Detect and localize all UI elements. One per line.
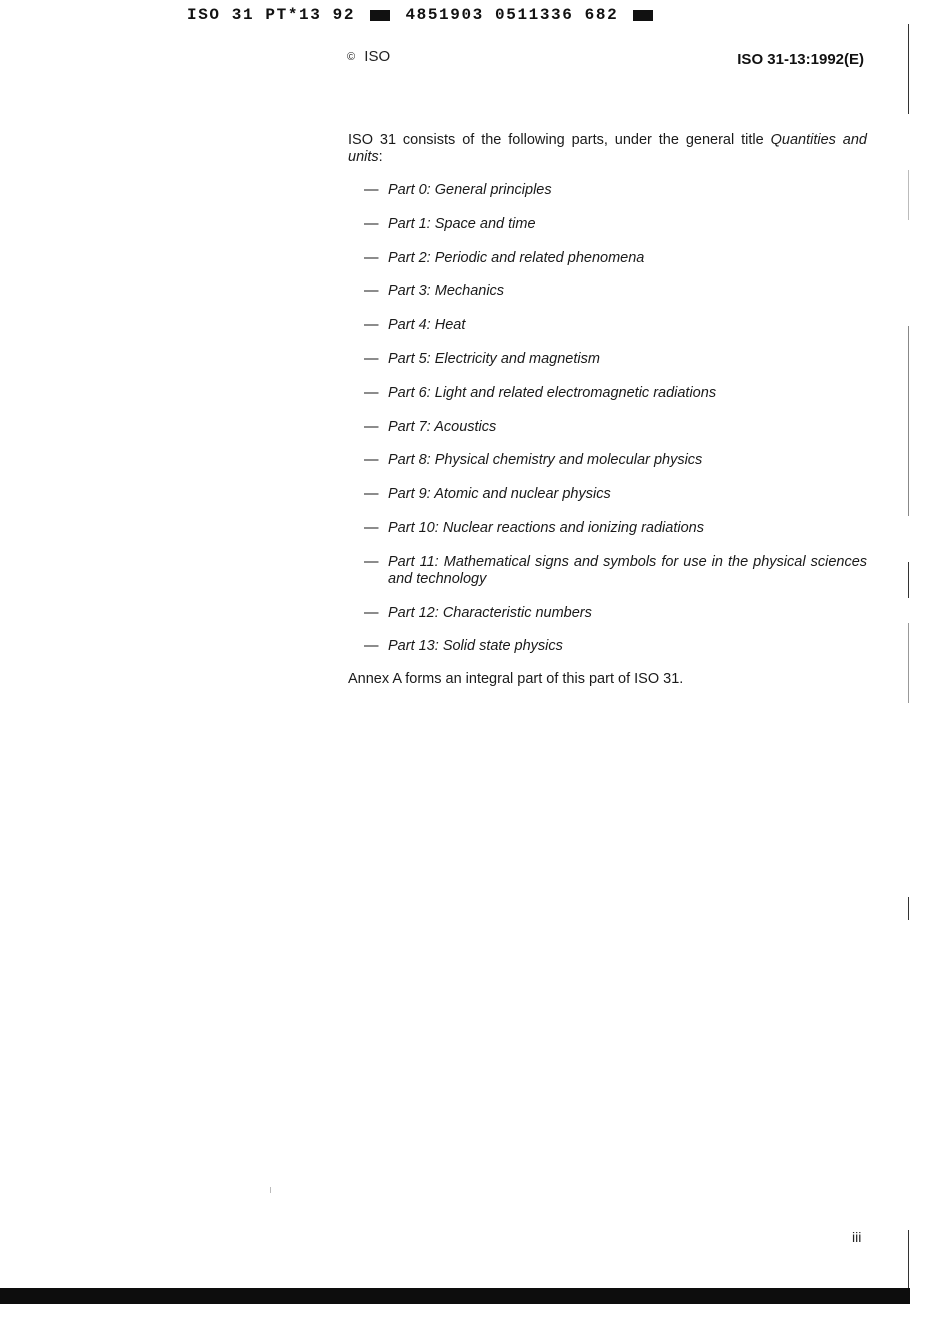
part-title: Atomic and nuclear physics: [434, 486, 611, 503]
list-item: [348, 554, 867, 588]
dash-bullet: —: [364, 486, 379, 503]
right-edge-line: [908, 623, 909, 703]
list-item: [348, 351, 867, 368]
copyright-text: ISO: [364, 48, 391, 65]
dash-bullet: —: [364, 553, 379, 570]
part-label: Part 12:: [388, 604, 439, 621]
dash-bullet: —: [364, 317, 379, 334]
annex-note: Annex A forms an integral part of this part of ISO 31.: [348, 671, 684, 688]
part-label: Part 2:: [388, 249, 431, 266]
list-item: [348, 452, 867, 469]
part-label: Part 10:: [388, 519, 439, 536]
dash-bullet: —: [364, 350, 379, 367]
document-content: [348, 132, 867, 688]
part-title: General principles: [434, 182, 552, 198]
part-label: Part 3:: [388, 283, 431, 300]
intro-paragraph: [348, 132, 867, 166]
scan-block-mark-2: [633, 10, 653, 21]
right-edge-line: [908, 897, 909, 920]
list-item: [348, 216, 867, 233]
part-label: Part 9:: [388, 486, 431, 503]
right-edge-line: [908, 1230, 909, 1288]
list-item: [348, 605, 867, 622]
part-label: Part 11:: [388, 553, 439, 570]
dash-bullet: —: [364, 604, 379, 621]
part-title: Light and related electromagnetic radiations: [434, 384, 717, 401]
intro-suffix: :: [378, 149, 383, 165]
part-title: Solid state physics: [442, 638, 563, 655]
part-title: Characteristic numbers: [442, 604, 592, 621]
page-number: iii: [852, 1229, 862, 1245]
parts-list: [348, 182, 867, 655]
scan-header-text-1: ISO 31 PT*13 92: [187, 6, 356, 24]
scan-block-mark-1: [370, 10, 390, 21]
list-item: [348, 638, 867, 655]
part-title: Acoustics: [434, 418, 497, 435]
dash-bullet: —: [364, 384, 379, 401]
part-label: Part 5:: [388, 350, 431, 367]
part-title: Electricity and magnetism: [434, 350, 600, 367]
copyright-icon: ©: [347, 51, 356, 63]
part-title: Heat: [434, 317, 466, 334]
part-label: Part 7:: [388, 418, 431, 435]
scan-bottom-border: [0, 1288, 910, 1304]
part-label: Part 6:: [388, 384, 431, 401]
copyright-notice: [347, 48, 390, 65]
list-item: [348, 250, 867, 267]
list-item: [348, 182, 867, 199]
part-title: Mathematical signs and symbols for use in the physical sciences and technology: [388, 553, 868, 587]
scan-header-text-2: 4851903 0511336 682: [405, 6, 619, 24]
part-label: Part 4:: [388, 317, 431, 334]
right-edge-line: [908, 562, 909, 598]
document-id: ISO 31-13:1992(E): [737, 51, 864, 68]
dash-bullet: —: [364, 283, 379, 300]
list-item: [348, 486, 867, 503]
list-item: [348, 385, 867, 402]
right-edge-line: [908, 326, 909, 516]
list-item: [348, 283, 867, 300]
dash-bullet: —: [364, 182, 379, 198]
list-item: [348, 520, 867, 537]
dash-bullet: —: [364, 249, 379, 266]
part-title: Physical chemistry and molecular physics: [434, 452, 703, 469]
dash-bullet: —: [364, 215, 379, 232]
scan-speck: [270, 1187, 271, 1193]
dash-bullet: —: [364, 418, 379, 435]
intro-text: ISO 31 consists of the following parts, under the general title: [348, 132, 771, 148]
part-title: Periodic and related phenomena: [434, 249, 645, 266]
part-title: Nuclear reactions and ionizing radiations: [442, 519, 704, 536]
list-item: [348, 317, 867, 334]
part-label: Part 8:: [388, 452, 431, 469]
part-title: Space and time: [434, 215, 536, 232]
scan-header: [187, 6, 657, 24]
right-edge-line: [908, 170, 909, 220]
dash-bullet: —: [364, 452, 379, 469]
right-edge-line: [908, 24, 909, 114]
dash-bullet: —: [364, 519, 379, 536]
part-label: Part 0:: [388, 182, 431, 198]
dash-bullet: —: [364, 638, 379, 655]
part-label: Part 13:: [388, 638, 439, 655]
list-item: [348, 419, 867, 436]
part-label: Part 1:: [388, 215, 431, 232]
general-title: Quantities and units: [348, 132, 867, 165]
part-title: Mechanics: [434, 283, 505, 300]
